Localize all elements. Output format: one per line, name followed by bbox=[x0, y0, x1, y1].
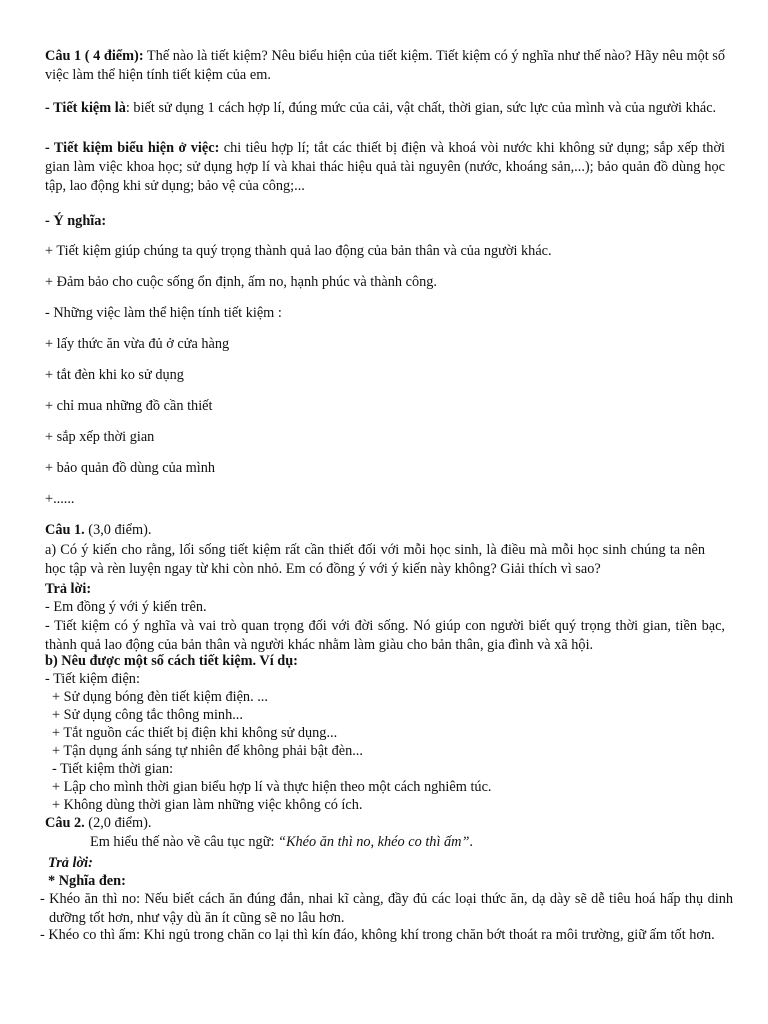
actions-heading: - Những việc làm thể hiện tính tiết kiệm : bbox=[45, 305, 282, 321]
answer-label: Trả lời: bbox=[48, 855, 93, 871]
question-label: Câu 2. bbox=[45, 815, 85, 831]
question-text: Thế nào là tiết kiệm? Nêu biểu hiện của tiết kiệm. Tiết kiệm có ý nghĩa như thế nào? Hãy nêu một số việc làm thể hiện tính tiết kiệm của em. bbox=[45, 48, 726, 83]
action-item: + chỉ mua những đồ cần thiết bbox=[45, 398, 213, 414]
electric-heading: - Tiết kiệm điện: bbox=[45, 671, 140, 687]
action-item: + bảo quản đồ dùng của mình bbox=[45, 460, 216, 476]
action-item: + tắt đèn khi ko sử dụng bbox=[45, 367, 184, 383]
literal-meaning-item: - Khéo co thì ấm: Khi ngủ trong chăn co lại thì kín đáo, không khí trong chăn bớt thoát ra môi trường, giữ ấm tốt hơn. bbox=[40, 927, 715, 943]
definition-paragraph bbox=[45, 99, 725, 118]
time-item: + Không dùng thời gian làm những việc không có ích. bbox=[52, 797, 363, 813]
electric-item: + Sử dụng bóng đèn tiết kiệm điện. ... bbox=[52, 689, 268, 705]
electric-item: + Sử dụng công tắc thông minh... bbox=[52, 707, 243, 723]
question-2-suffix: . bbox=[469, 834, 473, 850]
expression-label: - Tiết kiệm biểu hiện ở việc: bbox=[45, 140, 220, 156]
action-item: + sắp xếp thời gian bbox=[45, 429, 155, 445]
expression-paragraph bbox=[45, 139, 725, 196]
answer-paragraph: - Tiết kiệm có ý nghĩa và vai trò quan trọng đối với đời sống. Nó giúp con người biết quý trọng thời gian, tiền bạc, thành quả lao động của bản thân và người khác nhằm làm giàu cho bản thân, gia đình và xã hội. bbox=[45, 618, 725, 653]
question-1-paragraph bbox=[45, 47, 725, 85]
question-label: Câu 1. bbox=[45, 522, 85, 538]
question-2-header bbox=[45, 814, 725, 833]
time-item: + Lập cho mình thời gian biểu hợp lí và thực hiện theo một cách nghiêm túc. bbox=[52, 779, 492, 795]
definition-text: : biết sử dụng 1 cách hợp lí, đúng mức của cải, vật chất, thời gian, sức lực của mình và của người khác. bbox=[125, 100, 717, 116]
question-label: Câu 1 ( 4 điểm): bbox=[45, 48, 144, 64]
electric-item: + Tắt nguồn các thiết bị điện khi không sử dụng... bbox=[52, 725, 338, 741]
question-2-prefix: Em hiểu thế nào về câu tục ngữ: bbox=[90, 834, 278, 850]
expression-text: chi tiêu hợp lí; tắt các thiết bị điện và khoá vòi nước khi không sử dụng; sắp xếp thời gian làm việc khoa học; sử dụng hợp lí và khai thác hiệu quả tài nguyên (nước, khoáng sản,...); bảo quản đồ dùng học tập, lao động khi sử dụng; bảo vệ của công;... bbox=[45, 140, 725, 194]
question-1a-text: a) Có ý kiến cho rằng, lối sống tiết kiệm rất cần thiết đối với mỗi học sinh, là điều mà mỗi học sinh chúng ta nên học tập và rèn luyện ngay từ khi còn nhỏ. Em có đồng ý với ý kiến này không? Giải thích vì sao? bbox=[45, 542, 705, 577]
question-points: (2,0 điểm). bbox=[84, 815, 152, 831]
literal-meaning-item: - Khéo ăn thì no: Nếu biết cách ăn đúng đắn, nhai kĩ càng, đầy đủ các loại thức ăn, dạ dày sẽ dễ tiêu hoá hấp thụ dinh dưỡng tốt hơn, như vậy dù ăn ít cũng sẽ no lâu hơn. bbox=[40, 891, 733, 926]
literal-meaning-heading: * Nghĩa đen: bbox=[48, 873, 126, 889]
question-2-text bbox=[90, 833, 725, 852]
meaning-item: + Tiết kiệm giúp chúng ta quý trọng thành quả lao động của bản thân và của người khác. bbox=[45, 243, 552, 259]
electric-item: + Tận dụng ánh sáng tự nhiên để không phải bật đèn... bbox=[52, 743, 363, 759]
action-item: +...... bbox=[45, 491, 75, 507]
question-1b-text: b) Nêu được một số cách tiết kiệm. Ví dụ: bbox=[45, 653, 298, 669]
answer-line: - Em đồng ý với ý kiến trên. bbox=[45, 599, 207, 615]
meaning-heading: - Ý nghĩa: bbox=[45, 213, 107, 229]
meaning-item: + Đảm bảo cho cuộc sống ổn định, ấm no, hạnh phúc và thành công. bbox=[45, 274, 438, 290]
time-heading: - Tiết kiệm thời gian: bbox=[52, 761, 174, 777]
proverb: “Khéo ăn thì no, khéo co thì ấm” bbox=[278, 834, 470, 850]
question-1b-header bbox=[45, 521, 725, 540]
question-points: (3,0 điểm). bbox=[84, 522, 152, 538]
definition-label: - Tiết kiệm là bbox=[45, 100, 126, 116]
action-item: + lấy thức ăn vừa đủ ở cửa hàng bbox=[45, 336, 230, 352]
answer-label: Trả lời: bbox=[45, 581, 92, 597]
